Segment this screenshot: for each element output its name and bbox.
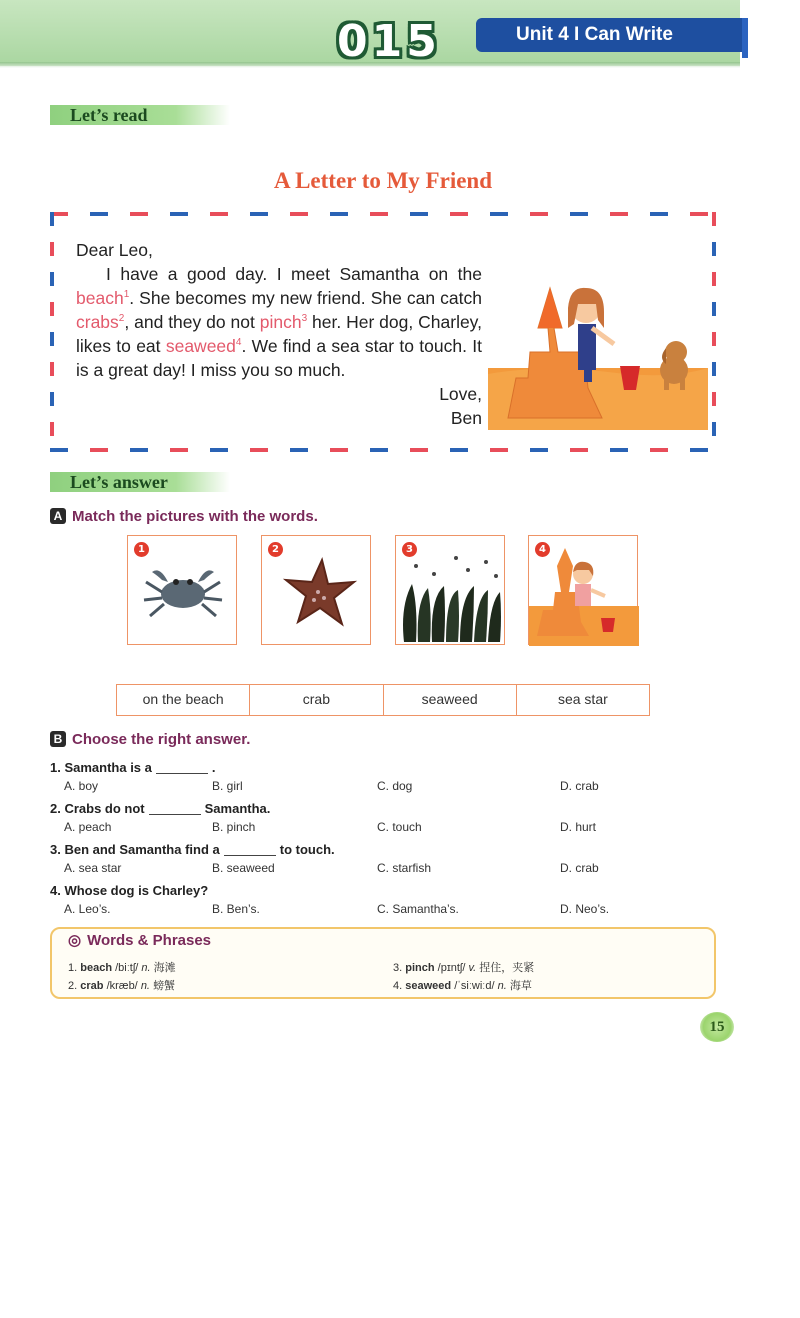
unit-tab: Unit 4 I Can Write xyxy=(476,18,744,52)
vocab-ipa: /biːtʃ/ xyxy=(115,962,139,974)
picture-box-1[interactable] xyxy=(127,535,237,645)
question-text: 3. Ben and Samantha find a xyxy=(50,842,220,857)
footnote-number: 3 xyxy=(301,313,308,325)
vocab-meaning: 海草 xyxy=(509,980,532,992)
highlighted-word: seaweed xyxy=(165,336,236,356)
question-text: 4. Whose dog is Charley? xyxy=(50,883,209,898)
answer-option[interactable]: D. crab xyxy=(560,861,599,875)
picture-number-1: 1 xyxy=(134,542,149,557)
vocab-item-crab xyxy=(68,977,175,993)
vocab-word: crab xyxy=(80,980,104,992)
answer-option[interactable]: D. hurt xyxy=(560,820,597,834)
vocab-num: 4. xyxy=(393,980,403,992)
vocab-ipa: /pɪntʃ/ xyxy=(437,962,466,974)
letter-body xyxy=(76,238,482,430)
lesson-number: 015 xyxy=(337,16,441,67)
letter-text-segment: I have a good day. I meet Samantha on the xyxy=(106,264,482,284)
answer-blank[interactable] xyxy=(224,843,276,856)
letter-closing: Love, xyxy=(439,384,482,404)
exercise-a-badge: A xyxy=(50,508,66,524)
vocab-pos: n. xyxy=(141,962,151,974)
letter-text-segment: , and they do not xyxy=(124,312,260,332)
vocab-pos: n. xyxy=(497,980,507,992)
section-lets-answer: Let’s answer xyxy=(50,472,230,492)
sandcastle-girl-dog-illustration xyxy=(488,268,708,430)
question-text-after: to touch. xyxy=(279,842,335,857)
answer-option[interactable]: A. sea star xyxy=(64,861,122,875)
vocab-item-pinch xyxy=(393,959,534,975)
section-lets-read: Let’s read xyxy=(50,105,230,125)
answer-option[interactable]: B. pinch xyxy=(212,820,256,834)
question-text: 1. Samantha is a xyxy=(50,760,152,775)
question-3 xyxy=(50,842,335,857)
vocab-num: 2. xyxy=(68,980,78,992)
highlighted-word: beach xyxy=(76,288,124,308)
word-option-3[interactable]: seaweed xyxy=(384,685,517,715)
question-text: 2. Crabs do not xyxy=(50,801,145,816)
footnote-number: 1 xyxy=(123,289,130,301)
answer-option[interactable]: C. dog xyxy=(377,779,413,793)
exercise-b-badge: B xyxy=(50,731,66,747)
word-option-4[interactable]: sea star xyxy=(557,691,608,707)
vocab-meaning: 螃蟹 xyxy=(153,980,176,992)
vocab-ipa: /kræb/ xyxy=(106,980,138,992)
page-number: 15 xyxy=(700,1012,734,1042)
letter-signature: Ben xyxy=(450,408,482,428)
exercise-a-instruction: Match the pictures with the words. xyxy=(72,508,318,525)
answer-option[interactable]: B. Ben’s. xyxy=(212,902,260,916)
words-phrases-title: ◎ Words & Phrases xyxy=(68,932,212,949)
vocab-word: beach xyxy=(80,962,113,974)
answer-option[interactable]: A. boy xyxy=(64,779,99,793)
answer-option[interactable]: D. crab xyxy=(560,779,599,793)
footnote-number: 2 xyxy=(118,313,125,325)
letter-paragraph xyxy=(76,262,482,382)
answer-option[interactable]: C. starfish xyxy=(377,861,432,875)
exercise-a-heading xyxy=(50,508,318,525)
answer-blank[interactable] xyxy=(156,761,208,774)
vocab-item-seaweed xyxy=(393,977,532,993)
picture-number-4: 4 xyxy=(535,542,550,557)
exercise-b-heading xyxy=(50,731,250,748)
word-option-1[interactable]: on the beach xyxy=(117,685,250,715)
vocab-pos: n. xyxy=(140,980,150,992)
letter-text-segment: her. Her dog, Charley, likes to eat xyxy=(76,312,482,356)
picture-number-2: 2 xyxy=(268,542,283,557)
vocab-word: seaweed xyxy=(405,980,452,992)
answer-blank[interactable] xyxy=(149,802,201,815)
picture-number-3: 3 xyxy=(402,542,417,557)
question-text-after: Samantha. xyxy=(204,801,271,816)
answer-option[interactable]: B. seaweed xyxy=(212,861,275,875)
question-1 xyxy=(50,760,216,775)
picture-box-4[interactable] xyxy=(528,535,638,645)
letter-greeting: Dear Leo, xyxy=(76,240,153,260)
letter-text-segment: . She becomes my new friend. She can catch xyxy=(129,288,482,308)
picture-box-2[interactable] xyxy=(261,535,371,645)
vocab-meaning: 捏住，夹紧 xyxy=(479,962,535,974)
picture-box-3[interactable] xyxy=(395,535,505,645)
word-options-table xyxy=(116,684,650,716)
answer-option[interactable]: C. touch xyxy=(377,820,422,834)
exercise-b-instruction: Choose the right answer. xyxy=(72,731,251,748)
vocab-pos: v. xyxy=(468,962,477,974)
word-option-2[interactable]: crab xyxy=(250,685,383,715)
vocab-ipa: /ˈsiːwiːd/ xyxy=(454,980,495,992)
letter-title: A Letter to My Friend xyxy=(273,168,493,193)
double-circle-icon: ◎ xyxy=(68,932,82,949)
answer-option[interactable]: B. girl xyxy=(212,779,243,793)
answer-option[interactable]: A. peach xyxy=(64,820,112,834)
vocab-meaning: 海滩 xyxy=(153,962,176,974)
answer-option[interactable]: C. Samantha’s. xyxy=(377,902,459,916)
vocab-word: pinch xyxy=(405,962,435,974)
footnote-number: 4 xyxy=(235,337,242,349)
answer-option[interactable]: D. Neo’s. xyxy=(560,902,610,916)
answer-option[interactable]: A. Leo’s. xyxy=(64,902,111,916)
vocab-item-beach xyxy=(68,959,176,975)
letter-text-segment: . We find a sea star to touch. It is a great day! I miss you so much. xyxy=(76,336,482,380)
question-4 xyxy=(50,883,208,898)
question-2 xyxy=(50,801,270,816)
question-text-after: . xyxy=(211,760,216,775)
highlighted-word: pinch xyxy=(259,312,302,332)
vocab-num: 3. xyxy=(393,962,403,974)
vocab-num: 1. xyxy=(68,962,78,974)
highlighted-word: crabs xyxy=(76,312,119,332)
